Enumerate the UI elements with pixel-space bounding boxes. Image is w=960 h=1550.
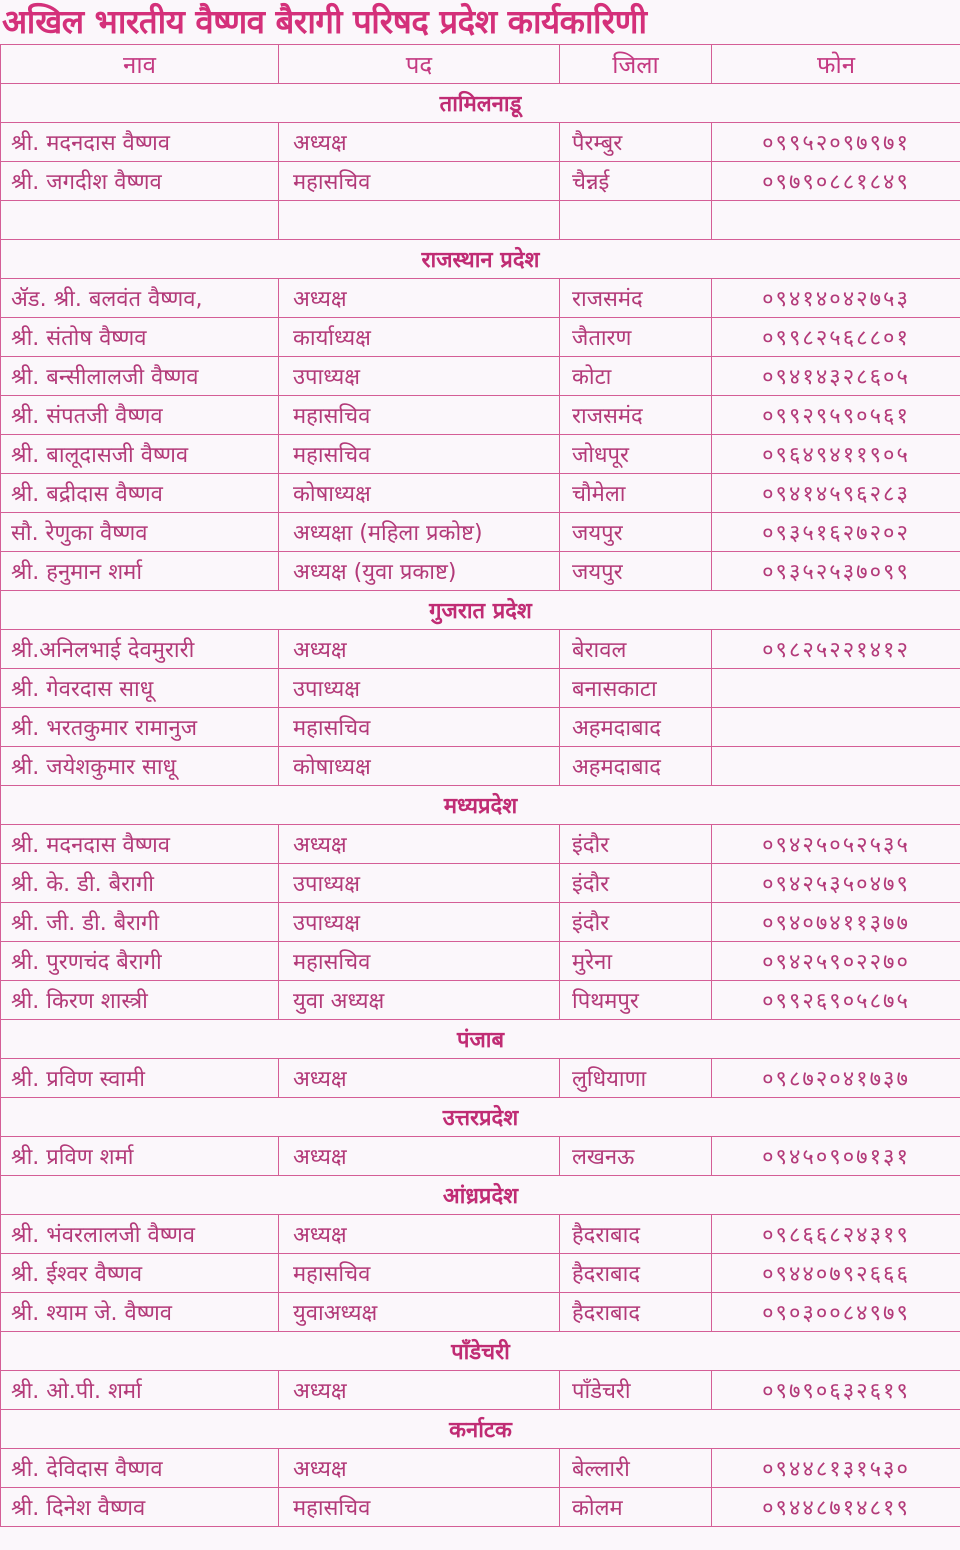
member-name: श्री.अनिलभाई देवमुरारी xyxy=(1,630,279,669)
member-district: जयपुर xyxy=(560,552,712,591)
member-name: श्री. पुरणचंद बैरागी xyxy=(1,942,279,981)
member-district: कोलम xyxy=(560,1488,712,1527)
member-name: श्री. के. डी. बैरागी xyxy=(1,864,279,903)
member-phone: ०९८७२०४१७३७ xyxy=(712,1059,960,1098)
section-title: तामिलनाडू xyxy=(1,84,960,123)
table-row xyxy=(1,1137,960,1176)
member-phone xyxy=(712,201,960,240)
member-name: श्री. संपतजी वैष्णव xyxy=(1,396,279,435)
member-name: श्री. हनुमान शर्मा xyxy=(1,552,279,591)
member-name: श्री. प्रविण शर्मा xyxy=(1,1137,279,1176)
table-row xyxy=(1,552,960,591)
member-phone: ०९३५१६२७२०२ xyxy=(712,513,960,552)
member-phone: ०९४४८७१४८१९ xyxy=(712,1488,960,1527)
executive-table xyxy=(0,44,960,1527)
table-row xyxy=(1,1059,960,1098)
member-post: अध्यक्ष xyxy=(279,1449,560,1488)
table-row xyxy=(1,981,960,1020)
member-district: अहमदाबाद xyxy=(560,708,712,747)
member-district: मुरेना xyxy=(560,942,712,981)
table-row xyxy=(1,1449,960,1488)
member-name: श्री. दिनेश वैष्णव xyxy=(1,1488,279,1527)
section-title: कर्नाटक xyxy=(1,1410,960,1449)
member-name: श्री. बन्सीलालजी वैष्णव xyxy=(1,357,279,396)
member-district: बेरावल xyxy=(560,630,712,669)
member-phone: ०९७९०८८१८४९ xyxy=(712,162,960,201)
member-phone: ०९९२६९०५८७५ xyxy=(712,981,960,1020)
member-district: चैन्नई xyxy=(560,162,712,201)
member-district: इंदौर xyxy=(560,864,712,903)
member-post: अध्यक्ष xyxy=(279,1137,560,1176)
section-header xyxy=(1,1020,960,1059)
member-district: इंदौर xyxy=(560,903,712,942)
member-post: उपाध्यक्ष xyxy=(279,669,560,708)
member-name: श्री. श्याम जे. वैष्णव xyxy=(1,1293,279,1332)
member-name: श्री. जगदीश वैष्णव xyxy=(1,162,279,201)
member-phone: ०९४१४०४२७५३ xyxy=(712,279,960,318)
member-district: इंदौर xyxy=(560,825,712,864)
member-phone xyxy=(712,669,960,708)
member-name: सौ. रेणुका वैष्णव xyxy=(1,513,279,552)
table-row xyxy=(1,396,960,435)
member-post: अध्यक्ष xyxy=(279,825,560,864)
member-district xyxy=(560,201,712,240)
table-row xyxy=(1,708,960,747)
member-phone: ०९८६६८२४३१९ xyxy=(712,1215,960,1254)
section-header xyxy=(1,1098,960,1137)
member-name: ॲड. श्री. बलवंत वैष्णव, xyxy=(1,279,279,318)
table-row xyxy=(1,825,960,864)
member-district: हैदराबाद xyxy=(560,1254,712,1293)
section-title: गुजरात प्रदेश xyxy=(1,591,960,630)
member-post: कोषाध्यक्ष xyxy=(279,474,560,513)
table-row xyxy=(1,747,960,786)
member-district: जयपुर xyxy=(560,513,712,552)
member-post: अध्यक्ष xyxy=(279,630,560,669)
member-name xyxy=(1,201,279,240)
member-district: हैदराबाद xyxy=(560,1215,712,1254)
member-post: महासचिव xyxy=(279,1254,560,1293)
member-phone: ०९४२५०५२५३५ xyxy=(712,825,960,864)
section-header xyxy=(1,591,960,630)
member-district: बेल्लारी xyxy=(560,1449,712,1488)
member-phone xyxy=(712,708,960,747)
member-district: राजसमंद xyxy=(560,279,712,318)
member-phone: ०९४१४५९६२८३ xyxy=(712,474,960,513)
member-phone: ०९४४०७९२६६६ xyxy=(712,1254,960,1293)
member-post: कोषाध्यक्ष xyxy=(279,747,560,786)
member-phone: ०९४२५३५०४७९ xyxy=(712,864,960,903)
member-name: श्री. देविदास वैष्णव xyxy=(1,1449,279,1488)
table-row xyxy=(1,630,960,669)
member-post: महासचिव xyxy=(279,396,560,435)
member-post: अध्यक्षा (महिला प्रकोष्ट) xyxy=(279,513,560,552)
member-district: पिथमपुर xyxy=(560,981,712,1020)
member-name: श्री. जी. डी. बैरागी xyxy=(1,903,279,942)
table-row xyxy=(1,513,960,552)
member-phone: ०९४०७४११३७७ xyxy=(712,903,960,942)
member-district: बनासकाटा xyxy=(560,669,712,708)
member-district: लुधियाणा xyxy=(560,1059,712,1098)
table-row xyxy=(1,279,960,318)
table-row xyxy=(1,669,960,708)
member-phone: ०९९५२०९७९७१ xyxy=(712,123,960,162)
member-district: पॉंडेचरी xyxy=(560,1371,712,1410)
header-row xyxy=(1,45,960,84)
member-post: उपाध्यक्ष xyxy=(279,864,560,903)
member-district: चौमेला xyxy=(560,474,712,513)
member-name: श्री. मदनदास वैष्णव xyxy=(1,123,279,162)
member-district: अहमदाबाद xyxy=(560,747,712,786)
member-district: हैदराबाद xyxy=(560,1293,712,1332)
section-title: पॉंडेचरी xyxy=(1,1332,960,1371)
member-name: श्री. भरतकुमार रामानुज xyxy=(1,708,279,747)
table-row xyxy=(1,123,960,162)
member-post: अध्यक्ष xyxy=(279,123,560,162)
member-phone: ०९४५०९०७१३१ xyxy=(712,1137,960,1176)
table-row xyxy=(1,201,960,240)
member-post: अध्यक्ष (युवा प्रकाष्ट) xyxy=(279,552,560,591)
member-phone: ०९०३००८४९७९ xyxy=(712,1293,960,1332)
member-phone: ०९९८२५६८८०१ xyxy=(712,318,960,357)
section-title: उत्तरप्रदेश xyxy=(1,1098,960,1137)
member-phone: ०९४४८१३१५३० xyxy=(712,1449,960,1488)
table-row xyxy=(1,864,960,903)
member-phone: ०९९२९५९०५६१ xyxy=(712,396,960,435)
page-title: अखिल भारतीय वैष्णव बैरागी परिषद प्रदेश कार्यकारिणी xyxy=(2,2,647,41)
table-row xyxy=(1,357,960,396)
member-post: अध्यक्ष xyxy=(279,1059,560,1098)
member-post: महासचिव xyxy=(279,162,560,201)
table-row xyxy=(1,474,960,513)
member-name: श्री. बालूदासजी वैष्णव xyxy=(1,435,279,474)
member-post: महासचिव xyxy=(279,1488,560,1527)
table-row xyxy=(1,162,960,201)
member-post: अध्यक्ष xyxy=(279,1371,560,1410)
member-name: श्री. किरण शास्त्री xyxy=(1,981,279,1020)
member-name: श्री. प्रविण स्वामी xyxy=(1,1059,279,1098)
member-post: अध्यक्ष xyxy=(279,1215,560,1254)
member-post: युवाअध्यक्ष xyxy=(279,1293,560,1332)
member-phone: ०९७९०६३२६१९ xyxy=(712,1371,960,1410)
header-phone: फोन xyxy=(712,45,960,84)
section-title: मध्यप्रदेश xyxy=(1,786,960,825)
member-district: जैतारण xyxy=(560,318,712,357)
member-name: श्री. जयेशकुमार साधू xyxy=(1,747,279,786)
table-row xyxy=(1,1254,960,1293)
header-post: पद xyxy=(279,45,560,84)
member-name: श्री. भंवरलालजी वैष्णव xyxy=(1,1215,279,1254)
member-name: श्री. संतोष वैष्णव xyxy=(1,318,279,357)
table-row xyxy=(1,942,960,981)
member-post: उपाध्यक्ष xyxy=(279,357,560,396)
member-phone: ०९४२५९०२२७० xyxy=(712,942,960,981)
member-district: कोटा xyxy=(560,357,712,396)
member-post: अध्यक्ष xyxy=(279,279,560,318)
member-district: लखनऊ xyxy=(560,1137,712,1176)
section-header xyxy=(1,84,960,123)
table-row xyxy=(1,1293,960,1332)
section-header xyxy=(1,786,960,825)
member-district: जोधपूर xyxy=(560,435,712,474)
member-post: महासचिव xyxy=(279,942,560,981)
member-post: युवा अध्यक्ष xyxy=(279,981,560,1020)
header-name: नाव xyxy=(1,45,279,84)
member-name: श्री. ईश्वर वैष्णव xyxy=(1,1254,279,1293)
member-name: श्री. बद्रीदास वैष्णव xyxy=(1,474,279,513)
section-header xyxy=(1,1332,960,1371)
member-post: महासचिव xyxy=(279,708,560,747)
member-name: श्री. गेवरदास साधू xyxy=(1,669,279,708)
member-name: श्री. ओ.पी. शर्मा xyxy=(1,1371,279,1410)
member-district: राजसमंद xyxy=(560,396,712,435)
table-row xyxy=(1,1488,960,1527)
section-title: पंजाब xyxy=(1,1020,960,1059)
member-post: महासचिव xyxy=(279,435,560,474)
member-post: कार्याध्यक्ष xyxy=(279,318,560,357)
member-post xyxy=(279,201,560,240)
table-row xyxy=(1,318,960,357)
section-header xyxy=(1,1176,960,1215)
member-post: उपाध्यक्ष xyxy=(279,903,560,942)
member-phone: ०९३५२५३७०९९ xyxy=(712,552,960,591)
member-name: श्री. मदनदास वैष्णव xyxy=(1,825,279,864)
member-phone xyxy=(712,747,960,786)
member-phone: ०९६४९४११९०५ xyxy=(712,435,960,474)
member-phone: ०९८२५२२१४१२ xyxy=(712,630,960,669)
section-header xyxy=(1,1410,960,1449)
table-row xyxy=(1,1371,960,1410)
member-phone: ०९४१४३२८६०५ xyxy=(712,357,960,396)
table-row xyxy=(1,903,960,942)
member-district: पैरम्बुर xyxy=(560,123,712,162)
table-row xyxy=(1,435,960,474)
section-header xyxy=(1,240,960,279)
section-title: आंध्रप्रदेश xyxy=(1,1176,960,1215)
section-title: राजस्थान प्रदेश xyxy=(1,240,960,279)
table-row xyxy=(1,1215,960,1254)
header-district: जिला xyxy=(560,45,712,84)
